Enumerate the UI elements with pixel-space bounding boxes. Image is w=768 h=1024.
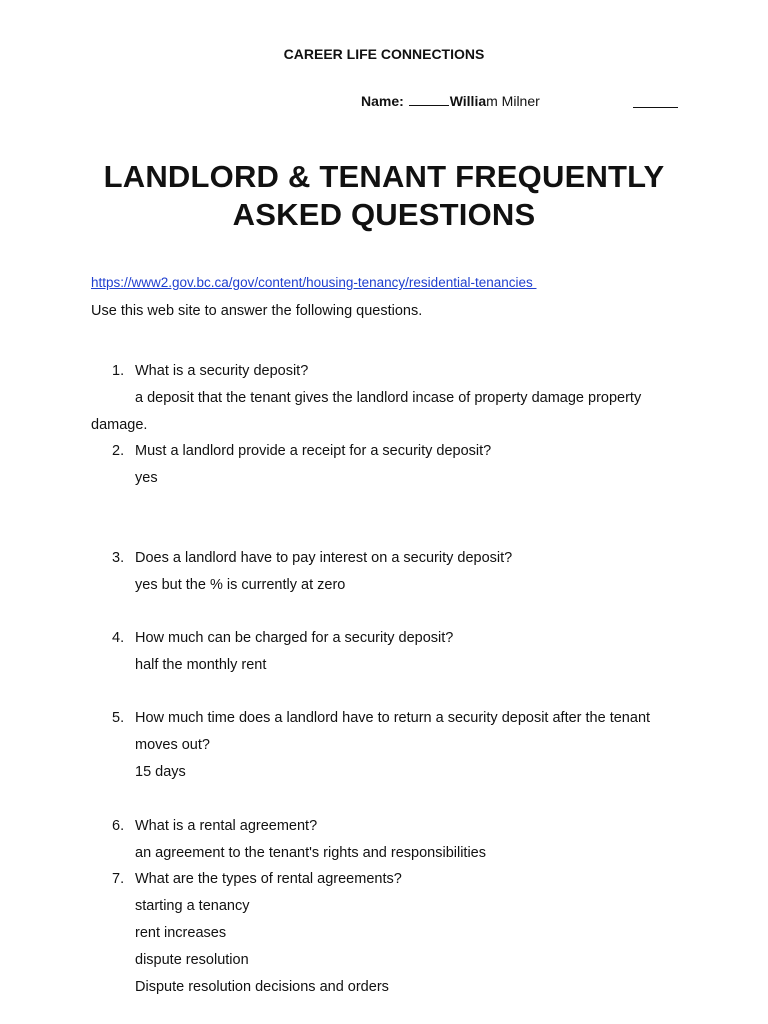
answer-5: 15 days bbox=[135, 764, 186, 780]
question-5-line-2: moves out? bbox=[135, 737, 210, 753]
question-text: Must a landlord provide a receipt for a security deposit? bbox=[135, 443, 492, 459]
question-4 bbox=[112, 630, 454, 646]
question-text: What is a rental agreement? bbox=[135, 818, 318, 834]
question-6 bbox=[112, 818, 318, 834]
question-text: What is a security deposit? bbox=[135, 363, 309, 379]
question-text: How much can be charged for a security deposit? bbox=[135, 630, 454, 646]
question-number: 6. bbox=[112, 818, 125, 834]
reference-link[interactable]: https://www2.gov.bc.ca/gov/content/housing-tenancy/residential-tenancies bbox=[91, 275, 537, 290]
question-number: 3. bbox=[112, 550, 125, 566]
answer-7-item: Dispute resolution decisions and orders bbox=[135, 979, 389, 995]
intro-text: Use this web site to answer the following questions. bbox=[91, 303, 423, 319]
answer-7-item: dispute resolution bbox=[135, 952, 249, 968]
name-first-bold: Willia bbox=[449, 93, 487, 109]
question-number: 4. bbox=[112, 630, 125, 646]
question-text: Does a landlord have to pay interest on a security deposit? bbox=[135, 550, 513, 566]
question-text-line-1: How much time does a landlord have to return a security deposit after the tenant bbox=[135, 710, 651, 726]
name-label: Name: bbox=[361, 93, 404, 109]
question-text: What are the types of rental agreements? bbox=[135, 871, 402, 887]
name-line bbox=[361, 93, 540, 109]
answer-2: yes bbox=[135, 470, 158, 486]
question-number: 5. bbox=[112, 710, 125, 726]
question-1 bbox=[112, 363, 309, 379]
question-number: 7. bbox=[112, 871, 125, 887]
question-number: 2. bbox=[112, 443, 125, 459]
date-blank bbox=[633, 95, 678, 108]
answer-1-line-2: damage. bbox=[91, 417, 148, 433]
title-line-2: ASKED QUESTIONS bbox=[232, 197, 536, 232]
answer-7-item: starting a tenancy bbox=[135, 898, 250, 914]
answer-3: yes but the % is currently at zero bbox=[135, 577, 346, 593]
question-number: 1. bbox=[112, 363, 125, 379]
title-line-1: LANDLORD & TENANT FREQUENTLY bbox=[103, 159, 665, 194]
question-7 bbox=[112, 871, 402, 887]
answer-6: an agreement to the tenant's rights and responsibilities bbox=[135, 845, 486, 861]
question-5 bbox=[112, 710, 651, 726]
name-rest: m Milner bbox=[486, 93, 540, 109]
answer-7-item: rent increases bbox=[135, 925, 227, 941]
answer-1-line-1: a deposit that the tenant gives the landlord incase of property damage property bbox=[135, 390, 642, 406]
question-2 bbox=[112, 443, 492, 459]
name-blank bbox=[409, 93, 449, 106]
answer-4: half the monthly rent bbox=[135, 657, 267, 673]
course-header: CAREER LIFE CONNECTIONS bbox=[283, 46, 485, 62]
question-3 bbox=[112, 550, 513, 566]
page-title bbox=[84, 158, 684, 234]
